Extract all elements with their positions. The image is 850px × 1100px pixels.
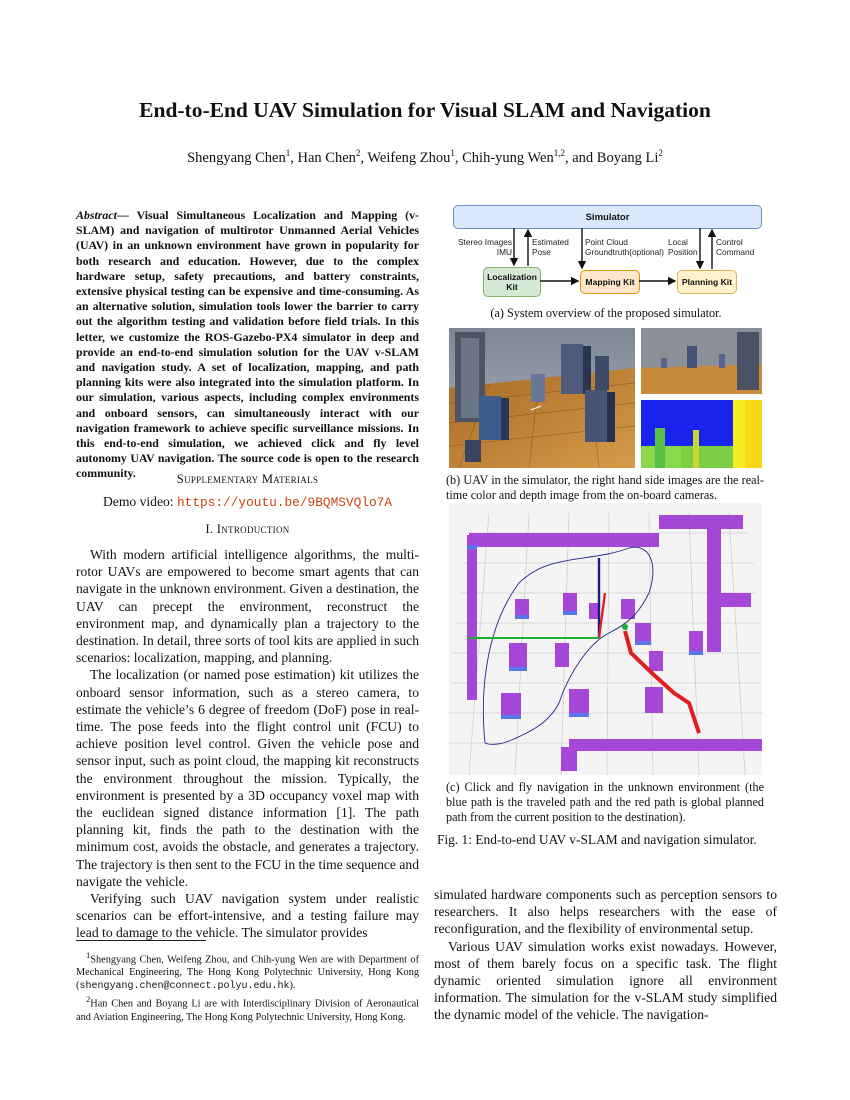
author-name: Weifeng Zhou xyxy=(367,149,451,166)
figure-c-navigation-map xyxy=(449,503,762,775)
author-affiliation: 2 xyxy=(658,148,663,158)
footnote-rule xyxy=(76,940,206,941)
intro-heading-number: I. xyxy=(205,522,217,536)
label-imu: IMU xyxy=(496,247,512,257)
author-affiliation: 2 xyxy=(355,148,361,158)
right-paragraph-2: Various UAV simulation works exist nowadays. However, most of them barely focus on a specific task. The flight dynamic oriented simulation ignore all environment information. The simulation for the v-SLAM study simplified the dynamic model of the vehicle. The navigation- xyxy=(434,938,777,1023)
footnote-2-text: Han Chen and Boyang Li are with Interdisciplinary Division of Aeronautical and Aviation Engineering, The Hong Kong Polytechnic University, Hong Kong. xyxy=(76,998,419,1023)
author-affiliation: 1 xyxy=(450,148,455,158)
label-groundtruth: Groundtruth(optional) xyxy=(585,247,664,257)
author-separator: , and xyxy=(564,149,597,166)
right-paragraph-1: simulated hardware components such as perception sensors to researchers. It also helps researchers with the ease of reconfiguration, and the flexibility of environmental setup. xyxy=(434,887,777,937)
label-local: Local xyxy=(668,237,688,247)
author-name: Shengyang Chen xyxy=(187,149,286,166)
simulator-scene xyxy=(449,328,635,468)
label-estimated-pose xyxy=(532,237,569,257)
author-separator: , xyxy=(290,149,298,166)
label-control-command xyxy=(716,237,754,257)
footnote-1-end: ). xyxy=(289,980,296,992)
figure-b-color-camera xyxy=(641,328,762,394)
caption-a: (a) System overview of the proposed simulator. xyxy=(490,306,722,320)
intro-body xyxy=(76,546,419,942)
label-position: Position xyxy=(668,247,698,257)
footnote-1-mark: 1 xyxy=(86,950,91,960)
demo-url-link[interactable]: https://youtu.be/9BQMSVQlo7A xyxy=(176,495,393,510)
caption-c: (c) Click and fly navigation in the unknown environment (the blue path is the traveled path and the red path is global planned path from the current position to the destination). xyxy=(446,780,764,824)
label-point-cloud xyxy=(585,237,664,257)
caption-b: (b) UAV in the simulator, the right hand side images are the real-time color and depth image from the on-board cameras. xyxy=(446,473,764,502)
navigation-map xyxy=(449,503,762,775)
localization-kit-box: Localization Kit xyxy=(483,267,541,297)
supplementary-heading: Supplementary Materials xyxy=(176,472,319,486)
author-name: Chih-yung Wen xyxy=(462,149,554,166)
figure-1-caption: Fig. 1: End-to-end UAV v-SLAM and navigation simulator. xyxy=(437,832,757,847)
footnotes xyxy=(76,940,419,1024)
paper-title: End-to-End UAV Simulation for Visual SLAM and Navigation xyxy=(139,98,711,122)
footnote-2 xyxy=(76,993,419,1023)
simulator-box: Simulator xyxy=(453,205,762,229)
label-command: Command xyxy=(716,247,755,257)
author-list xyxy=(0,148,850,167)
label-pose: Pose xyxy=(532,247,551,257)
author-name: Han Chen xyxy=(297,149,356,166)
abstract xyxy=(76,208,419,482)
label-estimated: Estimated xyxy=(532,237,569,247)
intro-heading-text: Introduction xyxy=(216,522,290,536)
footnote-1-email: shengyang.chen@connect.polyu.edu.hk xyxy=(79,981,290,993)
abstract-label: Abstract xyxy=(76,208,117,222)
label-stereo: Stereo Images xyxy=(458,237,512,247)
mapping-kit-box: Mapping Kit xyxy=(580,270,640,294)
color-camera-image xyxy=(641,328,762,394)
figure-a-diagram xyxy=(450,200,762,300)
label-local-position xyxy=(668,237,698,257)
right-column-body xyxy=(434,886,777,1024)
footnote-1-text: Shengyang Chen, Weifeng Zhou, and Chih-yung Wen are with Department of Mechanical Engineering, The Hong Kong Polytechnic University, Hong Kong ( xyxy=(76,954,419,992)
figure-b-depth-camera xyxy=(641,400,762,468)
author-affiliation: 1 xyxy=(285,148,291,158)
planning-kit-box: Planning Kit xyxy=(677,270,737,294)
author-name: Boyang Li xyxy=(596,149,659,166)
depth-camera-image xyxy=(641,400,762,468)
intro-heading xyxy=(76,522,419,537)
demo-label: Demo video: xyxy=(102,494,177,509)
footnote-1 xyxy=(76,949,419,993)
author-separator: , xyxy=(454,149,463,166)
label-stereo-imu xyxy=(454,237,512,257)
label-control: Control xyxy=(716,237,743,247)
intro-paragraph-2: The localization (or named pose estimation) kit utilizes the onboard sensor information, such as a stereo camera, to estimate the vehicle’s 6 degree of freedom (DoF) pose in real-time. The pose feeds into the flight control unit (FCU) to achieve position level control. Given the vehicle pose and sensor input, such as point cloud, the mapping kit reconstructs the environment throughout the mission. Typically, the environment is presented by a 3D occupancy voxel map with the euclidean signed distance information [1]. The path planning kit, finds the path to the destination with the minimum cost, avoids the obstacle, and generates a trajectory. The trajectory is then sent to the FCU in the time sequence and navigate the vehicle. xyxy=(76,667,419,889)
label-point-cloud-1: Point Cloud xyxy=(585,237,628,247)
footnote-2-mark: 2 xyxy=(86,994,91,1005)
intro-paragraph-1: With modern artificial intelligence algorithms, the multi-rotor UAVs are empowered to become smart agents that can navigate in the unknown environment. Given a destination, the UAV can precept the environment, reconstruct the environment map, and dynamically plan a trajectory to the destination. In detail, three sorts of tool kits are applied in such scenarios: localization, mapping, and planning. xyxy=(76,547,419,666)
demo-line xyxy=(76,494,419,510)
uav-marker xyxy=(622,624,628,630)
abstract-text: Visual Simultaneous Localization and Mapping (v-SLAM) and navigation of multirotor Unmanned Aerial Vehicles (UAV) in an unknown environment have grown in popularity for both research and education. However, due to the complex hardware setup, safety precautions, and battery constraints, extensive physical testing can be expensive and time-consuming. As an alternative solution, simulation tools lower the barrier to carry out the algorithm testing and validation before field trials. In this letter, we customize the ROS-Gazebo-PX4 simulator in deep and provide an end-to-end simulation solution for the UAV v-SLAM and navigation study. A set of localization, mapping, and path planning kits were also integrated into the simulation platform. In our simulation, various aspects, including complex environments and onboard sensors, can simultaneously interact with our navigation framework to achieve specific surveillance missions. In this end-to-end simulation, we achieved click and fly level autonomy UAV navigation. The source code is open to the research community. xyxy=(76,208,419,481)
author-affiliation: 1,2 xyxy=(553,148,565,158)
author-separator: , xyxy=(360,149,368,166)
abstract-dash: — xyxy=(116,208,137,222)
intro-paragraph-3: Verifying such UAV navigation system under realistic scenarios can be effort-intensive, and a testing failure may lead to damage to the vehicle. The simulator provides xyxy=(76,891,419,941)
figure-b-simulator-render xyxy=(449,328,635,468)
